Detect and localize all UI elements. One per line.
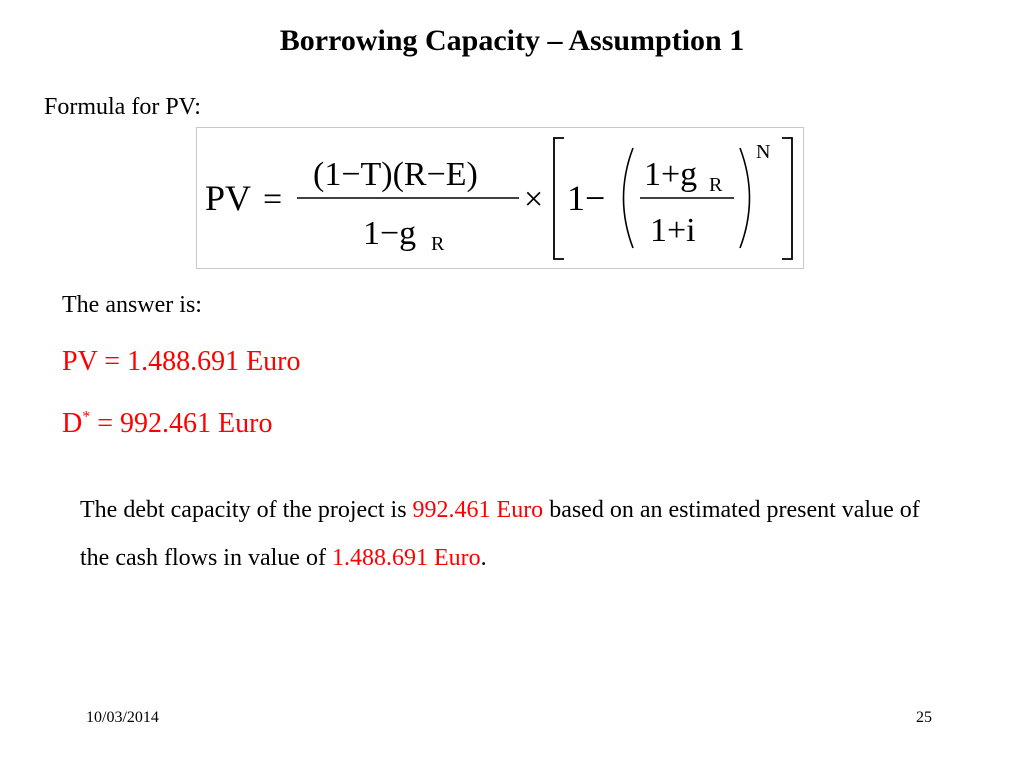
conclusion-text-2: based on an estimated present value of the cash flows in value of [80, 497, 920, 571]
d-result-superscript: * [82, 408, 91, 426]
pv-result: PV = 1.488.691 Euro [62, 346, 301, 377]
conclusion-paragraph [80, 486, 920, 582]
right-paren [740, 148, 750, 248]
pv-formula [196, 127, 804, 269]
conclusion-highlight-debt: 992.461 Euro [412, 497, 544, 523]
conclusion-highlight-pv: 1.488.691 Euro [331, 545, 481, 571]
formula-inner-denominator: 1+i [650, 212, 696, 249]
formula-denominator-sub: R [431, 233, 445, 255]
formula-times: × [524, 181, 544, 218]
pv-formula-graphic [197, 128, 805, 270]
d-result-value: = 992.461 Euro [90, 408, 273, 439]
formula-lhs: PV [205, 178, 252, 218]
formula-inner-numerator-sub: R [709, 174, 723, 196]
right-square-bracket [782, 138, 792, 259]
d-result [62, 408, 272, 440]
left-paren [624, 148, 634, 248]
left-square-bracket [554, 138, 564, 259]
conclusion-text-3: . [480, 545, 487, 571]
formula-equals: = [263, 181, 283, 218]
d-result-letter: D [62, 408, 83, 439]
answer-label: The answer is: [62, 292, 202, 318]
formula-label: Formula for PV: [44, 94, 201, 120]
formula-numerator: (1−T)(R−E) [313, 156, 478, 193]
conclusion-text-1: The debt capacity of the project is [80, 497, 413, 523]
footer-date: 10/03/2014 [86, 709, 159, 726]
slide-title: Borrowing Capacity – Assumption 1 [279, 24, 745, 57]
formula-denominator-base: 1−g [363, 215, 417, 252]
formula-inner-numerator-base: 1+g [644, 156, 698, 193]
formula-exponent: N [756, 141, 771, 163]
formula-one-minus: 1− [567, 178, 606, 218]
footer-page-number: 25 [916, 709, 932, 726]
